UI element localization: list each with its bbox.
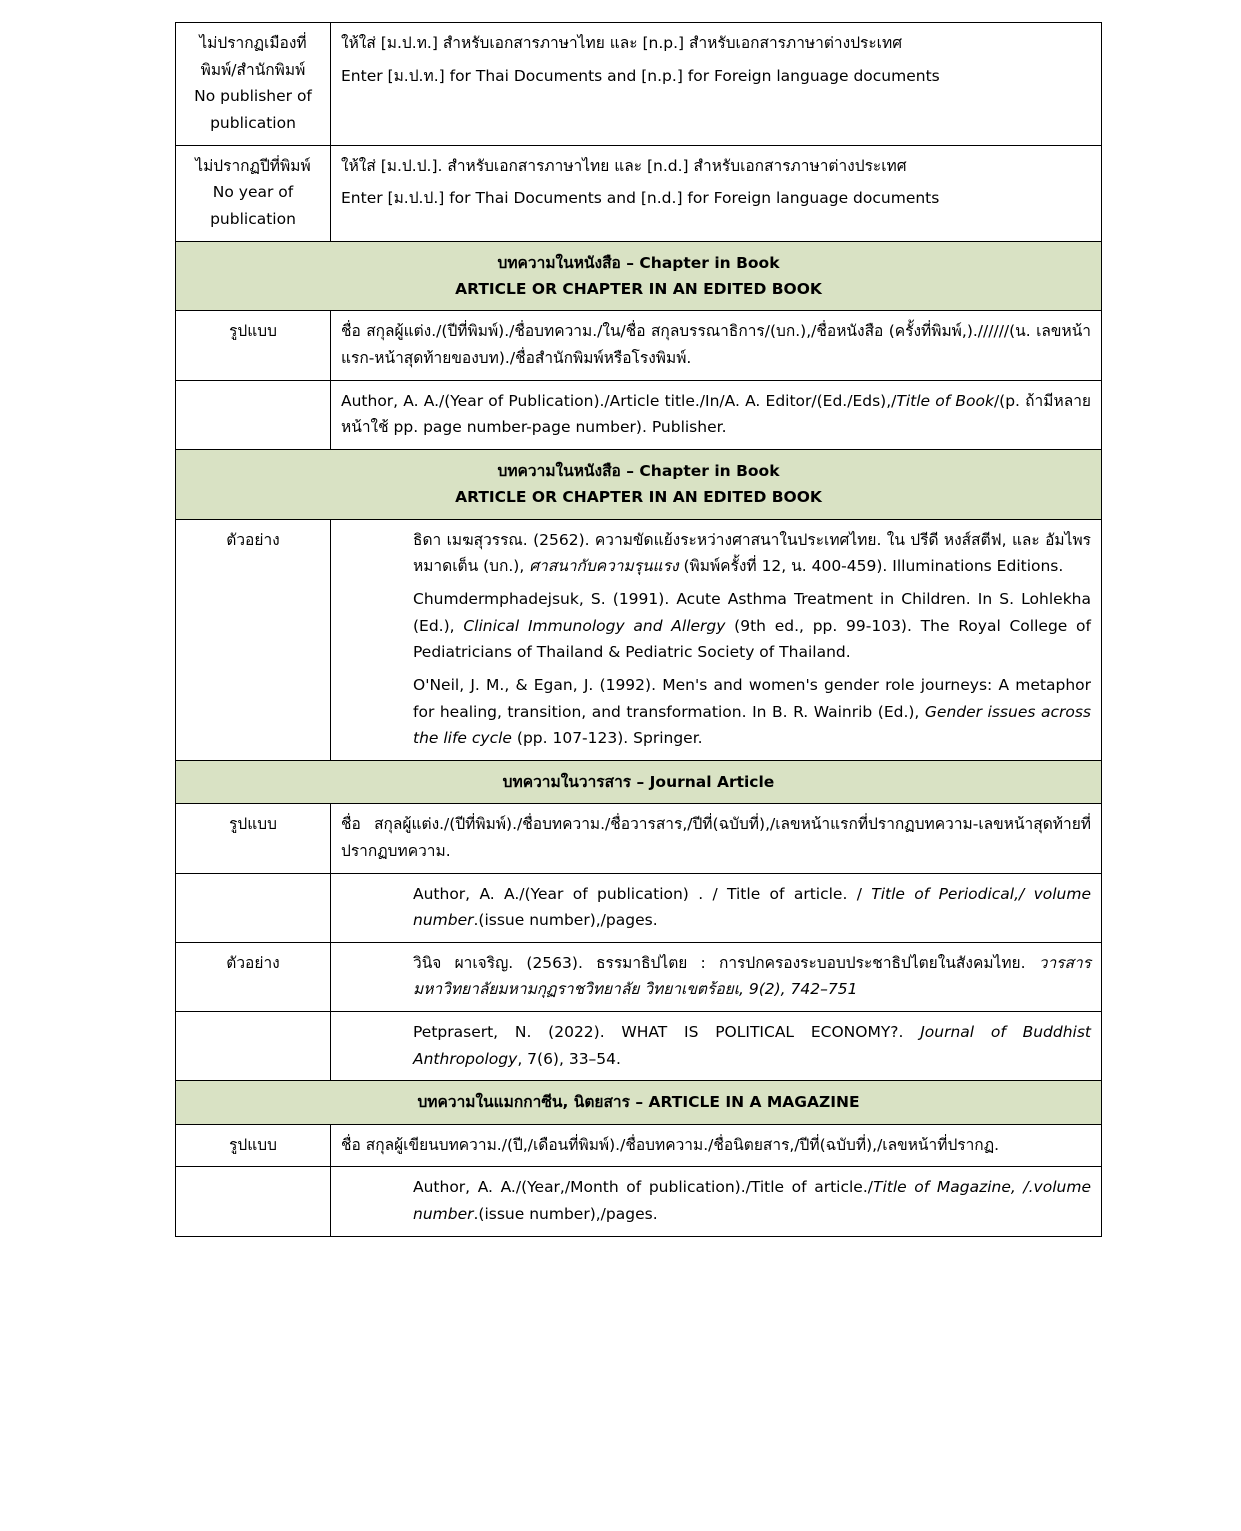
example-italic: Gender issues across the life cycle xyxy=(413,702,1091,748)
table-row xyxy=(176,804,1102,873)
row-label-no-publisher xyxy=(176,23,331,146)
example-post: (pp. 107-123). Springer. xyxy=(511,729,703,748)
label-format: รูปแบบ xyxy=(229,322,277,341)
row-label-no-year xyxy=(176,145,331,241)
label-thai-line1: ไม่ปรากฏเมืองที่ xyxy=(199,34,307,52)
row-label-empty xyxy=(176,380,331,449)
row-body-journal-format-english xyxy=(331,873,1102,942)
label-en-line2: publication xyxy=(210,209,296,228)
table-row xyxy=(176,1124,1102,1167)
row-label-empty xyxy=(176,1167,331,1236)
example-pre: O'Neil, J. M., & Egan, J. (1992). Men's and women's gender role journeys: A metaphor for healing, transition, and transformation. In B. R. Wainrib (Ed.), xyxy=(413,675,1091,721)
format-en-pre: Author, A. A./(Year of Publication)./Article title./In/A. A. Editor/(Ed./Eds),/ xyxy=(341,391,897,410)
row-label-example xyxy=(176,942,331,1011)
row-body-chapter-format-english xyxy=(331,380,1102,449)
row-body-no-year xyxy=(331,145,1102,241)
reference-style-table xyxy=(175,22,1102,1237)
table-row xyxy=(176,942,1102,1011)
table-row xyxy=(176,311,1102,380)
example-pre: Chumdermphadejsuk, S. (1991). Acute Asthma Treatment in Children. In S. Lohlekha (Ed.), xyxy=(413,589,1091,635)
row-body-chapter-examples xyxy=(331,519,1102,760)
example-italic: ศาสนากับความรุนแรง xyxy=(529,557,679,576)
example-post: (พิมพ์ครั้งที่ 12, น. 400-459). Illuminations Editions. xyxy=(678,557,1064,576)
format-en-italic: Title of Magazine, /.volume number xyxy=(413,1178,1091,1224)
section-header-chapter-format xyxy=(176,241,1102,311)
label-thai-line1: ไม่ปรากฏปีที่พิมพ์ xyxy=(195,156,311,175)
table-row xyxy=(176,1167,1102,1236)
section-header-row xyxy=(176,1081,1102,1124)
section-title-english: ARTICLE OR CHAPTER IN AN EDITED BOOK xyxy=(455,279,822,298)
row-label-empty xyxy=(176,1012,331,1081)
format-en-pre: Author, A. A./(Year of publication) . / Title of article. / xyxy=(413,884,872,903)
section-title-english: ARTICLE OR CHAPTER IN AN EDITED BOOK xyxy=(455,488,822,507)
label-example: ตัวอย่าง xyxy=(226,953,280,972)
table-row xyxy=(176,519,1102,760)
table-row xyxy=(176,23,1102,146)
table-row xyxy=(176,873,1102,942)
section-header-chapter-example xyxy=(176,449,1102,519)
row-label-format xyxy=(176,311,331,380)
table-row xyxy=(176,1012,1102,1081)
example-pre: วินิจ ผาเจริญ. (2563). ธรรมาธิปไตย : การปกครองระบอบประชาธิปไตยในสังคมไทย. xyxy=(413,953,1039,972)
section-title-thai: บทความในหนังสือ – Chapter in Book xyxy=(497,461,780,480)
section-title-thai: บทความในวารสาร – Journal Article xyxy=(502,772,775,791)
format-english-text xyxy=(341,1174,1091,1227)
body-english: Enter [ม.ป.ท.] for Thai Documents and [n.p.] for Foreign language documents xyxy=(341,66,940,85)
label-format: รูปแบบ xyxy=(229,1135,277,1154)
section-title-magazine: บทความในแมกกาซีน, นิตยสาร – ARTICLE IN A MAGAZINE xyxy=(417,1093,860,1112)
table-row xyxy=(176,145,1102,241)
label-example: ตัวอย่าง xyxy=(226,530,280,549)
body-thai: ให้ใส่ [ม.ป.ป.]. สำหรับเอกสารภาษาไทย และ [n.d.] สำหรับเอกสารภาษาต่างประเทศ xyxy=(341,156,907,175)
example-italic: Journal of Buddhist Anthropology xyxy=(413,1023,1091,1068)
format-thai-text: ชื่อ สกุลผู้แต่ง./(ปีที่พิมพ์)./ชื่อบทความ./ชื่อวารสาร,/ปีที่(ฉบับที่),/เลขหน้าแรกที่ปรากฏบทความ-เลขหน้าสุดท้ายที่ปรากฏบทความ. xyxy=(341,815,1091,860)
row-label-format xyxy=(176,804,331,873)
label-en-line1: No year of xyxy=(212,183,294,202)
format-english-text xyxy=(341,881,1091,934)
format-en-italic: Title of Book xyxy=(896,391,994,410)
example-item xyxy=(341,586,1091,666)
format-en-post: /(p. ถ้ามีหลายหน้าใช้ pp. page number-page number). Publisher. xyxy=(341,391,1091,437)
format-thai-text: ชื่อ สกุลผู้เขียนบทความ./(ปี,/เดือนที่พิมพ์)./ชื่อบทความ./ชื่อนิตยสาร,/ปีที่(ฉบับที่),/เลขหน้าที่ปรากฏ. xyxy=(341,1135,1000,1154)
example-item xyxy=(341,672,1091,752)
format-en-post: .(issue number),/pages. xyxy=(473,1205,658,1224)
example-item xyxy=(341,527,1091,580)
section-header-row xyxy=(176,760,1102,803)
section-header-journal xyxy=(176,760,1102,803)
label-en-line2: publication xyxy=(210,113,296,132)
row-body-journal-format-thai xyxy=(331,804,1102,873)
row-body-chapter-format-thai xyxy=(331,311,1102,380)
example-italic: Clinical Immunology and Allergy xyxy=(463,616,726,635)
row-body-magazine-format-thai xyxy=(331,1124,1102,1167)
row-label-empty xyxy=(176,873,331,942)
label-thai-line2: พิมพ์/สำนักพิมพ์ xyxy=(200,60,306,79)
example-item xyxy=(341,1019,1091,1072)
format-en-italic: Title of Periodical,/ volume number xyxy=(413,884,1091,930)
row-label-example xyxy=(176,519,331,760)
section-header-row xyxy=(176,241,1102,311)
row-body-journal-example-thai xyxy=(331,942,1102,1011)
row-body-no-publisher xyxy=(331,23,1102,146)
label-format: รูปแบบ xyxy=(229,815,277,834)
body-english: Enter [ม.ป.ป.] for Thai Documents and [n.d.] for Foreign language documents xyxy=(341,189,940,208)
format-english-text xyxy=(341,388,1091,441)
format-thai-text: ชื่อ สกุลผู้แต่ง./(ปีที่พิมพ์)./ชื่อบทความ./ใน/ชื่อ สกุลบรรณาธิการ/(บก.),/ชื่อหนังสือ (ครั้งที่พิมพ์,).//////(น. เลขหน้าแรก-หน้าสุดท้ายของบท)./ชื่อสำนักพิมพ์หรือโรงพิมพ์. xyxy=(341,322,1091,367)
example-pre: Petprasert, N. (2022). WHAT IS POLITICAL ECONOMY?. xyxy=(413,1023,921,1042)
example-item xyxy=(341,950,1091,1003)
section-header-magazine xyxy=(176,1081,1102,1124)
format-en-pre: Author, A. A./(Year,/Month of publication)./Title of article./ xyxy=(413,1178,873,1197)
label-en-line1: No publisher of xyxy=(194,87,312,106)
example-post: , 7(6), 33–54. xyxy=(517,1049,621,1068)
example-pre: ธิดา เมฆสุวรรณ. (2562). ความขัดแย้งระหว่างศาสนาในประเทศไทย. ใน ปรีดี หงส์สตีฟ, และ อัมไพร หมาดเต็น (บก.), xyxy=(413,530,1091,576)
format-en-post: .(issue number),/pages. xyxy=(473,911,658,930)
example-post: (9th ed., pp. 99-103). The Royal College of Pediatricians of Thailand & Pediatric Society of Thailand. xyxy=(413,616,1091,662)
section-header-row xyxy=(176,449,1102,519)
table-row xyxy=(176,380,1102,449)
example-italic: วารสารมหาวิทยาลัยมหามกุฏราชวิทยาลัย วิทยาเขตร้อยเ, 9(2), 742–751 xyxy=(413,953,1091,999)
section-title-thai: บทความในหนังสือ – Chapter in Book xyxy=(497,253,780,272)
row-body-magazine-format-english xyxy=(331,1167,1102,1236)
row-body-journal-example-english xyxy=(331,1012,1102,1081)
row-label-format xyxy=(176,1124,331,1167)
body-thai: ให้ใส่ [ม.ป.ท.] สำหรับเอกสารภาษาไทย และ [n.p.] สำหรับเอกสารภาษาต่างประเทศ xyxy=(341,34,903,52)
